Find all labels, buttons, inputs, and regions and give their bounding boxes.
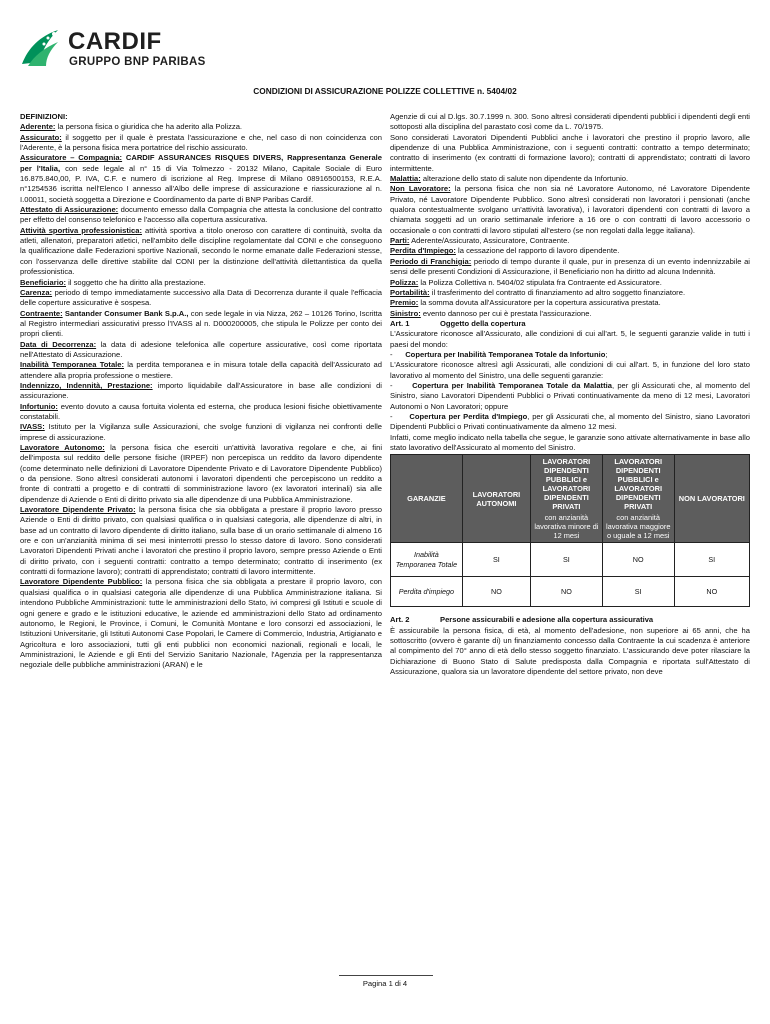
definition-autonomo (20, 443, 382, 505)
table-cell: NO (602, 543, 674, 577)
table-cell: SI (531, 543, 603, 577)
definition-text: la perdita temporanea e in misura totale della capacità dell'Assicurato ad attendere alla propria professione o mestiere. (20, 360, 382, 380)
article-number: Art. 2 (390, 615, 410, 625)
paragraph: È assicurabile la persona fisica, di età, al momento dell'adesione, non superiore ai 65 anni, che ha sottoscritto (ovvero è garante di) un finanziamento concesso dalla Contraente la cui scadenza è anteriore al compimento del 70° anno di età dello stesso soggetto finanziato. L'assicurando deve poter rilasciare la Dichiarazione di Buono Stato di Salute predisposta dalla Compagnia e riportata sull'Attestato di Assicurazione, qualora sia un lavoratore dipendente del settore privato, non deve (390, 625, 750, 677)
header-sub: con anzianità lavorativa minore di 12 mesi (534, 513, 599, 541)
definition-aderente (20, 122, 382, 132)
term: Periodo di Franchigia: (390, 256, 472, 266)
term: Assicuratore – Compagnia: (20, 153, 123, 163)
article-title: Oggetto della copertura (440, 318, 526, 328)
definition-contraente (20, 309, 382, 340)
section-heading: DEFINIZIONI: (20, 112, 68, 121)
paragraph: L'Assicuratore riconosce all'Assicurato, alle condizioni di cui all'art. 5, le seguenti garanzie valide in tutti i paesi del mondo: (390, 329, 750, 349)
definition-premio (390, 298, 750, 308)
table-cell: NO (531, 577, 603, 607)
definition-assicurato (20, 133, 382, 154)
definition-text: la persona fisica che sia obbligata a prestare il proprio lavoro presso Aziende o Enti di diritto privato, con qualsiasi qualifica o in qualsiasi categoria, alle dipendenze di altri, in base ad un contratto di lavoro dipendente di diritto italiano, sulla base di un orario settimanale di almeno 16 ore e con un'anzianità minima di sei mesi ininterrotti presso lo stesso datore di lavoro. Sono considerati Lavoratori Dipendenti Privati anche i lavoratori che prestino il proprio lavoro, sempre presso Aziende o Enti di diritto privato, con i seguenti contratti: contratto a tempo determinato; contratto di inserimento (ex contratti di formazione lavoro); contratti di apprendistato; contratti di lavoro intermittente. (20, 505, 382, 577)
table-header-row (391, 455, 750, 543)
term: Assicurato: (20, 132, 62, 142)
term: Premio: (390, 298, 419, 308)
term: Polizza: (390, 277, 419, 287)
term: Non Lavoratore: (390, 184, 451, 194)
cardif-logo (18, 26, 228, 74)
definition-text: documento emesso dalla Compagnia che attesta la conclusione del contratto per effetto del consenso telefonico e l'accesso alla copertura assicurativa. (20, 205, 382, 225)
article-number: Art. 1 (390, 318, 410, 328)
header-sub: con anzianità lavorativa maggiore o uguale a 12 mesi (605, 513, 671, 541)
term: Infortunio: (20, 401, 58, 411)
header-main: LAVORATORI DIPENDENTI PUBBLICI e LAVORATORI DIPENDENTI PRIVATI (614, 457, 663, 512)
brand-group: GRUPPO BNP PARIBAS (69, 56, 206, 68)
article-2-heading (390, 615, 750, 625)
table-header-cell (602, 455, 674, 543)
term: Lavoratore Dipendente Privato: (20, 505, 136, 515)
table-cell: NO (674, 577, 749, 607)
coverage-table (390, 454, 750, 607)
term: Aderente: (20, 122, 56, 132)
definition-data (20, 340, 382, 361)
term: Lavoratore Dipendente Pubblico: (20, 577, 143, 587)
cardif-bird-logo-icon (18, 26, 62, 70)
term: Inabilità Temporanea Totale: (20, 360, 125, 370)
term: Beneficiario: (20, 277, 66, 287)
definition-malattia (390, 174, 750, 184)
coverage-text: , per gli Assicurati che, al momento del Sinistro, siano Lavoratori Dipendenti Pubblici o Privati continuativamente da almeno 12 mesi. (390, 411, 750, 432)
table-cell: NO (462, 577, 530, 607)
definition-text: il soggetto per il quale è prestata l'assicurazione e che, nel caso di non coincidenza con l'Aderente, è la persona fisica mera portatrice del rischio assicurato. (20, 132, 382, 153)
coverage-item (390, 381, 750, 412)
definition-privato (20, 505, 382, 577)
dash: - (390, 380, 393, 390)
term: Perdita d'Impiego: (390, 246, 456, 256)
term: Malattia: (390, 174, 421, 184)
table-row-label: Inabilità Temporanea Totale (391, 543, 463, 577)
definition-text: alterazione dello stato di salute non dipendente da Infortunio. (420, 174, 629, 184)
definition-text: la persona fisica che non sia né Lavoratore Autonomo, né Lavoratore Dipendente Privato, né Lavoratore Dipendente Pubblico. Sono altresì considerati non lavoratori i pensionati (anche qualora contestualmente svolgano un'attività lavorativa), i lavoratori dipendenti con contratti di lavoro a chiamata soggetti ad un orario settimanale inferiore a 16 ore o con contratti di lavoro accessorio o occasionale o con contratti di lavoro stipulati all'estero (se non regolati dalla legge italiana). (390, 184, 750, 235)
coverage-title: Copertura per Inabilità Temporanea Totale da Malattia (412, 380, 612, 390)
term: Lavoratore Autonomo: (20, 443, 105, 452)
page-number: Pagina 1 di 4 (362, 979, 408, 988)
definition-text: Istituto per la Vigilanza sulle Assicurazioni, che svolge funzioni di vigilanza nei confronti delle imprese di assicurazione. (20, 422, 382, 442)
term: Parti: (390, 236, 410, 246)
dash: - (390, 349, 393, 359)
table-row (391, 543, 750, 577)
definition-text: il soggetto che ha diritto alla prestazione. (66, 277, 206, 287)
term: Carenza: (20, 287, 53, 297)
term: Sinistro: (390, 308, 421, 318)
header-main: LAVORATORI DIPENDENTI PUBBLICI e LAVORATORI DIPENDENTI PRIVATI (542, 457, 591, 512)
document-title: CONDIZIONI DI ASSICURAZIONE POLIZZE COLLETTIVE n. 5404/02 (253, 86, 517, 96)
definition-text: Aderente/Assicurato, Assicuratore, Contraente. (409, 236, 570, 246)
definition-bold: CARDIF ASSURANCES RISQUES DIVERS, Rappresentanza Generale per l'Italia, (20, 153, 382, 173)
definition-text: periodo di tempo durante il quale, pur in presenza di un evento indennizzabile ai sensi delle presenti Condizioni di Assicurazione, il Beneficiario non ha diritto ad alcuna Indennità. (390, 256, 750, 277)
table-header-cell: GARANZIE (391, 455, 463, 543)
definition-text: la persona fisica che eserciti un'attività lavorativa regolare e che, ai fini dell'imposta sul reddito delle persone fisiche (IRPEF) non percepisca un reddito da lavoro dipendente (come determinato nelle definizioni di Lavoratore Dipendente Privato e di Lavoratore Dipendente Pubblico) o da pensione. Sono altresì considerati autonomi i lavoratori dipendenti che percepiscono un reddito a fronte di contratti a progetto e di contratti di somministrazione lavoro (ex lavoratori interinali) sia alle dipendenze di Aziende o Enti di diritto privato sia alle dipendenze di una Pubblica Amministrazione. (20, 443, 382, 504)
table-cell: SI (462, 543, 530, 577)
dash: - (390, 411, 393, 421)
definition-portabilita (390, 288, 750, 298)
definition-parti (390, 236, 750, 246)
definition-perdita (390, 246, 750, 256)
definition-pubblico (20, 577, 382, 670)
paragraph: Infatti, come meglio indicato nella tabella che segue, le garanzie sono attivate alternativamente in base allo stato lavorativo dell'Assicurato al momento del Sinistro. (390, 432, 750, 452)
definition-attestato (20, 205, 382, 226)
definition-text: importo liquidabile dall'Assicuratore in base alle condizioni di assicurazione. (20, 380, 382, 401)
table-header-cell (531, 455, 603, 543)
right-column (390, 112, 750, 677)
definition-text: con sede legale al n° 15 di Via Tolmezzo - 20132 Milano, Capitale Sociale di Euro 16.875.840,00, P. IVA, C.F. e numero di iscrizione al Reg. Imprese di Milano 08916500153, R.E.A. n°1254536 iscritta nell'Elenco I annesso all'Albo delle imprese di assicurazione e riassicurazione al n. I.00011, società soggetta a Direzione e Coordinamento da parte di BNP Paribas Cardif. (20, 163, 382, 204)
paragraph: Sono considerati Lavoratori Dipendenti Pubblici anche i lavoratori che prestino il proprio lavoro, alle dipendenze di una Pubblica Amministrazione, con i seguenti contratti: contratto a tempo determinato; contratto di inserimento (ex contratti di formazione lavoro); contratti di apprendistato; contratti di lavoro intermittente. (390, 132, 750, 173)
coverage-text: ; (605, 349, 608, 359)
definition-inabilita (20, 360, 382, 381)
definition-text: la Polizza Collettiva n. 5404/02 stipulata fra Contraente ed Assicuratore. (418, 277, 662, 287)
paragraph: Agenzie di cui al D.lgs. 30.7.1999 n. 300. Sono altresì considerati dipendenti pubblici i dipendenti degli enti sottoposti alla disciplina del parastato così come da L. 70/1975. (390, 112, 750, 132)
definition-polizza (390, 278, 750, 288)
definition-bold: Santander Consumer Bank S.p.A., (62, 308, 189, 318)
definition-text: la somma dovuta all'Assicuratore per la copertura assicurativa prestata. (418, 298, 661, 308)
coverage-item (390, 350, 750, 360)
definition-text: la persona fisica che sia obbligata a prestare il proprio lavoro, con qualsiasi qualifica o in qualsiasi categoria alle dipendenze di una Pubblica Amministrazione italiana. Si intendono Pubbliche Amministrazioni: tutte le amministrazioni dello Stato, ivi compresi gli Istituti e scuole di ogni genere e grado e le istituzioni educative, le aziende ed amministrazioni dello Stato ad ordinamento autonomo, le Regioni, le Province, i Comuni, le Comunità Montane e loro consorzi ed associazioni, le Istituzioni Universitarie, gli Istituti Autonomi Case Popolari, le Camere di Commercio, Industria, Artigianato e Agricoltura e loro associazioni, tutti gli enti pubblici non economici nazionali, regionali e locali, le Amministrazioni, le Aziende e gli Enti del Servizio Sanitario Nazionale, l'Agenzia per la rappresentanza negoziale delle pubbliche amministrazioni (ARAN) e le (20, 577, 383, 670)
definition-text: la persona fisica o giuridica che ha aderito alla Polizza. (55, 122, 243, 132)
table-cell: SI (674, 543, 749, 577)
definition-assicuratore (20, 153, 382, 205)
definition-non-lavoratore (390, 184, 750, 236)
term: Data di Decorrenza: (20, 339, 97, 349)
table-row (391, 577, 750, 607)
term: IVASS: (20, 422, 45, 432)
definition-infortunio (20, 402, 382, 423)
definition-text: il trasferimento del contratto di finanziamento ad altro soggetto finanziatore. (429, 287, 686, 297)
paragraph: L'Assicuratore riconosce altresì agli Assicurati, alle condizioni di cui all'art. 5, in funzione del loro stato lavorativo al momento del Sinistro, una delle seguenti garanzie: (390, 360, 750, 380)
table-cell: SI (602, 577, 674, 607)
coverage-text: , per gli Assicurati che, al momento del Sinistro, siano Lavoratori Dipendenti Pubblici o Privati continuativamente da meno di 12 mesi, Lavoratori Autonomi o Non Lavoratori; oppure (390, 380, 750, 411)
definition-text: periodo di tempo immediatamente successivo alla Data di Decorrenza durante il quale l'efficacia delle coperture assicurative è sospesa. (20, 287, 382, 308)
left-column (20, 112, 382, 671)
definition-ivass (20, 422, 382, 443)
definition-text: evento dovuto a causa fortuita violenta ed esterna, che produca lesioni fisiche obiettivamente constatabili. (20, 401, 382, 421)
definition-text: attività sportiva a titolo oneroso con carattere di continuità, svolta da atleti, allenatori, preparatori atletici, nell'ambito delle discipline regolamentate dal CONI e che conseguono la qualificazione dalle Federazioni sportive Nazionali, secondo le norme emanate dalle Federazioni stesse, con l'osservanza delle direttive stabilite dal CONI per la distinzione dell'attività dilettantistica da quella professionistica. (20, 225, 382, 277)
article-title: Persone assicurabili e adesione alla copertura assicurativa (440, 615, 654, 625)
definition-attivita (20, 226, 382, 278)
term: Contraente: (20, 308, 63, 318)
brand-name: CARDIF (68, 28, 162, 55)
definition-text: evento dannoso per cui è prestata l'assicurazione. (420, 308, 592, 318)
term: Attività sportiva professionistica: (20, 225, 142, 235)
table-row-label: Perdita d'impiego (391, 577, 463, 607)
footer-divider (339, 975, 433, 976)
table-header-cell: LAVORATORI AUTONOMI (462, 455, 530, 543)
definition-carenza (20, 288, 382, 309)
article-1-heading (390, 319, 750, 329)
definition-text: con sede legale in via Nizza, 262 – 10126 Torino, Iscritta al Registro intermediari assicurativi presso l'IVASS al n. D000200005, che stipula le Polizze per conto dei propri clienti. (20, 308, 382, 339)
definition-beneficiario (20, 278, 382, 288)
coverage-title: Copertura per Inabilità Temporanea Totale da Infortunio (405, 349, 606, 359)
definition-franchigia (390, 257, 750, 278)
definition-text: la data di adesione telefonica alle coperture assicurative, così come riportata nell'Attestato di Assicurazione. (20, 339, 382, 359)
definition-sinistro (390, 309, 750, 319)
coverage-title: Copertura per Perdita d'Impiego (409, 411, 528, 421)
term: Portabilità: (390, 287, 430, 297)
coverage-item (390, 412, 750, 433)
definition-indennizzo (20, 381, 382, 402)
table-header-cell: NON LAVORATORI (674, 455, 749, 543)
definition-text: la cessazione del rapporto di lavoro dipendente. (455, 246, 620, 256)
term: Attestato di Assicurazione: (20, 205, 119, 215)
term: Indennizzo, Indennità, Prestazione: (20, 380, 153, 390)
